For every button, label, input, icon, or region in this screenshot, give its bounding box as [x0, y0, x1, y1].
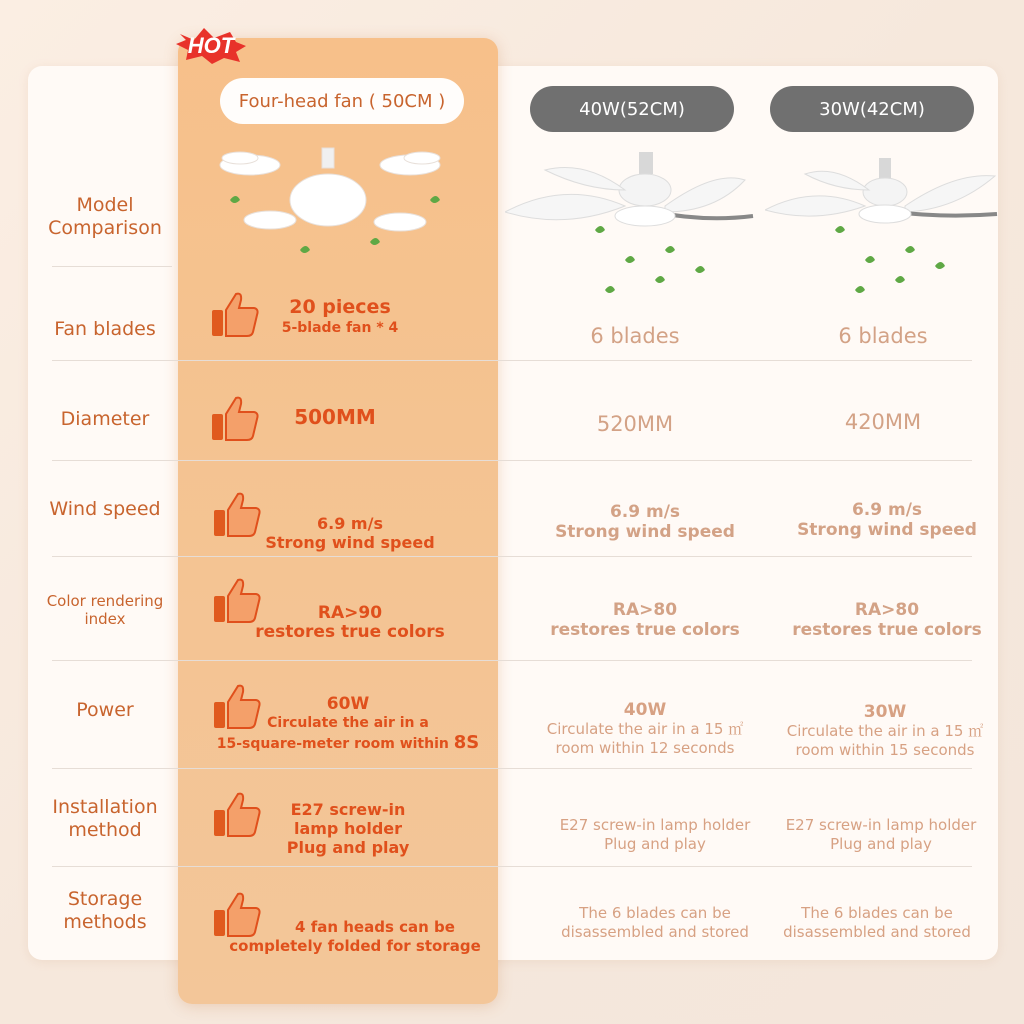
hot-badge-text: HOT — [187, 33, 235, 58]
row-divider — [52, 660, 972, 661]
hot-storage: 4 fan heads can be completely folded for storage — [229, 918, 481, 955]
m2-power: 40W Circulate the air in a 15 ㎡ room within 12 seconds — [546, 700, 744, 757]
model-30w-title: 30W(42CM) — [770, 86, 974, 132]
hot-power: 60W Circulate the air in a 15-square-meter room within 8S — [216, 694, 480, 753]
label-installation: Installation method — [52, 796, 158, 841]
label-storage: Storage methods — [63, 888, 147, 933]
hot-diameter: 500MM — [294, 405, 376, 429]
label-model-comparison: Model Comparison — [48, 194, 162, 239]
m3-wind-speed: 6.9 m/s Strong wind speed — [797, 500, 977, 540]
fan-40w-image — [505, 150, 755, 310]
m3-diameter: 420MM — [844, 410, 922, 434]
m3-installation: E27 screw-in lamp holder Plug and play — [785, 816, 977, 853]
hot-wind-speed: 6.9 m/s Strong wind speed — [265, 514, 435, 552]
label-power: Power — [76, 699, 134, 721]
m3-storage: The 6 blades can be disassembled and stored — [783, 904, 971, 941]
hot-installation: E27 screw-in lamp holder Plug and play — [286, 800, 410, 857]
thumbs-up-icon — [210, 394, 260, 444]
label-color-rendering: Color rendering index — [46, 592, 164, 628]
row-divider — [52, 266, 172, 267]
m2-fan-blades: 6 blades — [590, 324, 680, 348]
hot-badge — [174, 26, 248, 66]
model-40w-title: 40W(52CM) — [530, 86, 734, 132]
thumbs-up-icon — [212, 790, 262, 840]
hot-model-title: Four-head fan ( 50CM ) — [220, 78, 464, 124]
m3-power: 30W Circulate the air in a 15 ㎡ room within 15 seconds — [786, 702, 984, 759]
row-divider — [52, 556, 972, 557]
row-divider — [52, 768, 972, 769]
row-divider — [52, 866, 972, 867]
m3-color-rendering: RA>80 restores true colors — [792, 600, 982, 640]
hot-fan-blades: 20 pieces 5-blade fan * 4 — [281, 296, 399, 336]
m3-fan-blades: 6 blades — [838, 324, 928, 348]
label-diameter: Diameter — [60, 408, 150, 430]
label-wind-speed: Wind speed — [49, 498, 161, 520]
m2-wind-speed: 6.9 m/s Strong wind speed — [555, 502, 735, 542]
fan-30w-image — [765, 150, 1005, 310]
row-divider — [52, 460, 972, 461]
m2-color-rendering: RA>80 restores true colors — [550, 600, 740, 640]
m2-diameter: 520MM — [596, 412, 674, 436]
m2-storage: The 6 blades can be disassembled and stored — [561, 904, 749, 941]
label-fan-blades: Fan blades — [54, 318, 156, 340]
thumbs-up-icon — [210, 290, 260, 340]
row-divider — [52, 360, 972, 361]
m2-installation: E27 screw-in lamp holder Plug and play — [559, 816, 751, 853]
four-head-fan-image — [200, 130, 480, 270]
hot-color-rendering: RA>90 restores true colors — [255, 603, 445, 642]
